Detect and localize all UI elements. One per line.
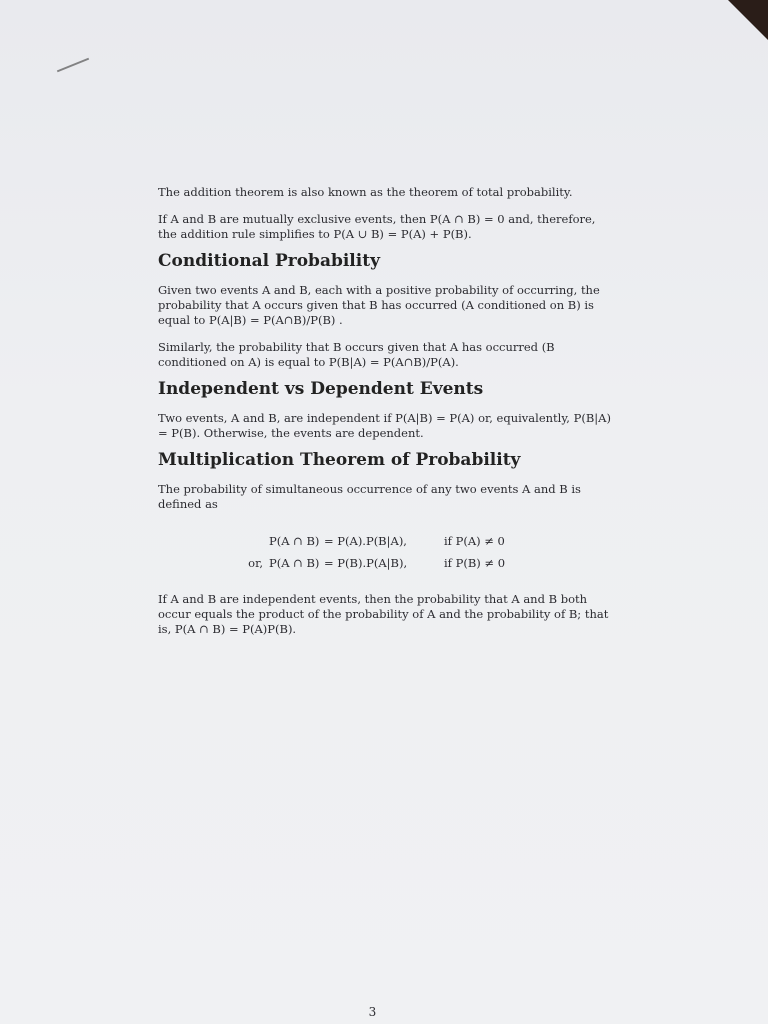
pen-mark bbox=[57, 58, 89, 73]
equation-rhs: = P(B).P(A|B), bbox=[324, 556, 408, 570]
page-content bbox=[158, 185, 613, 649]
equation-block bbox=[158, 534, 613, 578]
equation-rhs: = P(A).P(B|A), bbox=[324, 534, 407, 548]
conditional-definition: Given two events A and B, each with a positive probability of occurring, the probability that A occurs given that B has occurred (A conditioned on B) is equal to P(A|B) = P(A∩B)/P(B) . bbox=[158, 283, 600, 327]
equation-row bbox=[158, 534, 613, 556]
mutually-exclusive-paragraph: If A and B are mutually exclusive events, then P(A ∩ B) = 0 and, therefore, the addition rule simplifies to P(A ∪ B) = P(A) + P(B). bbox=[158, 212, 596, 241]
heading-multiplication-theorem: Multiplication Theorem of Probability bbox=[158, 450, 521, 470]
independent-product-paragraph: If A and B are independent events, then the probability that A and B both occur equals the product of the probability of A and the probability of B; that is, P(A ∩ B) = P(A)P(B). bbox=[158, 592, 609, 636]
equation-lhs: P(A ∩ B) bbox=[269, 556, 320, 570]
conditional-symmetric: Similarly, the probability that B occurs given that A has occurred (B conditioned on A) is equal to P(B|A) = P(A∩B)/P(A). bbox=[158, 340, 555, 369]
equation-row bbox=[158, 556, 613, 578]
background-corner bbox=[728, 0, 768, 40]
equation-lhs: P(A ∩ B) bbox=[269, 534, 320, 548]
heading-independent-events: Independent vs Dependent Events bbox=[158, 379, 484, 399]
equation-prefix: or, bbox=[248, 556, 263, 570]
page-number: 3 bbox=[368, 1005, 377, 1019]
independent-definition: Two events, A and B, are independent if P(A|B) = P(A) or, equivalently, P(B|A) = P(B). Otherwise, the events are dependent. bbox=[158, 411, 611, 440]
multiplication-definition: The probability of simultaneous occurrence of any two events A and B is defined as bbox=[158, 482, 581, 511]
equation-condition: if P(A) ≠ 0 bbox=[444, 534, 505, 548]
equation-condition: if P(B) ≠ 0 bbox=[444, 556, 506, 570]
addition-theorem-note: The addition theorem is also known as the theorem of total probability. bbox=[158, 185, 573, 199]
heading-conditional-probability: Conditional Probability bbox=[158, 251, 380, 271]
